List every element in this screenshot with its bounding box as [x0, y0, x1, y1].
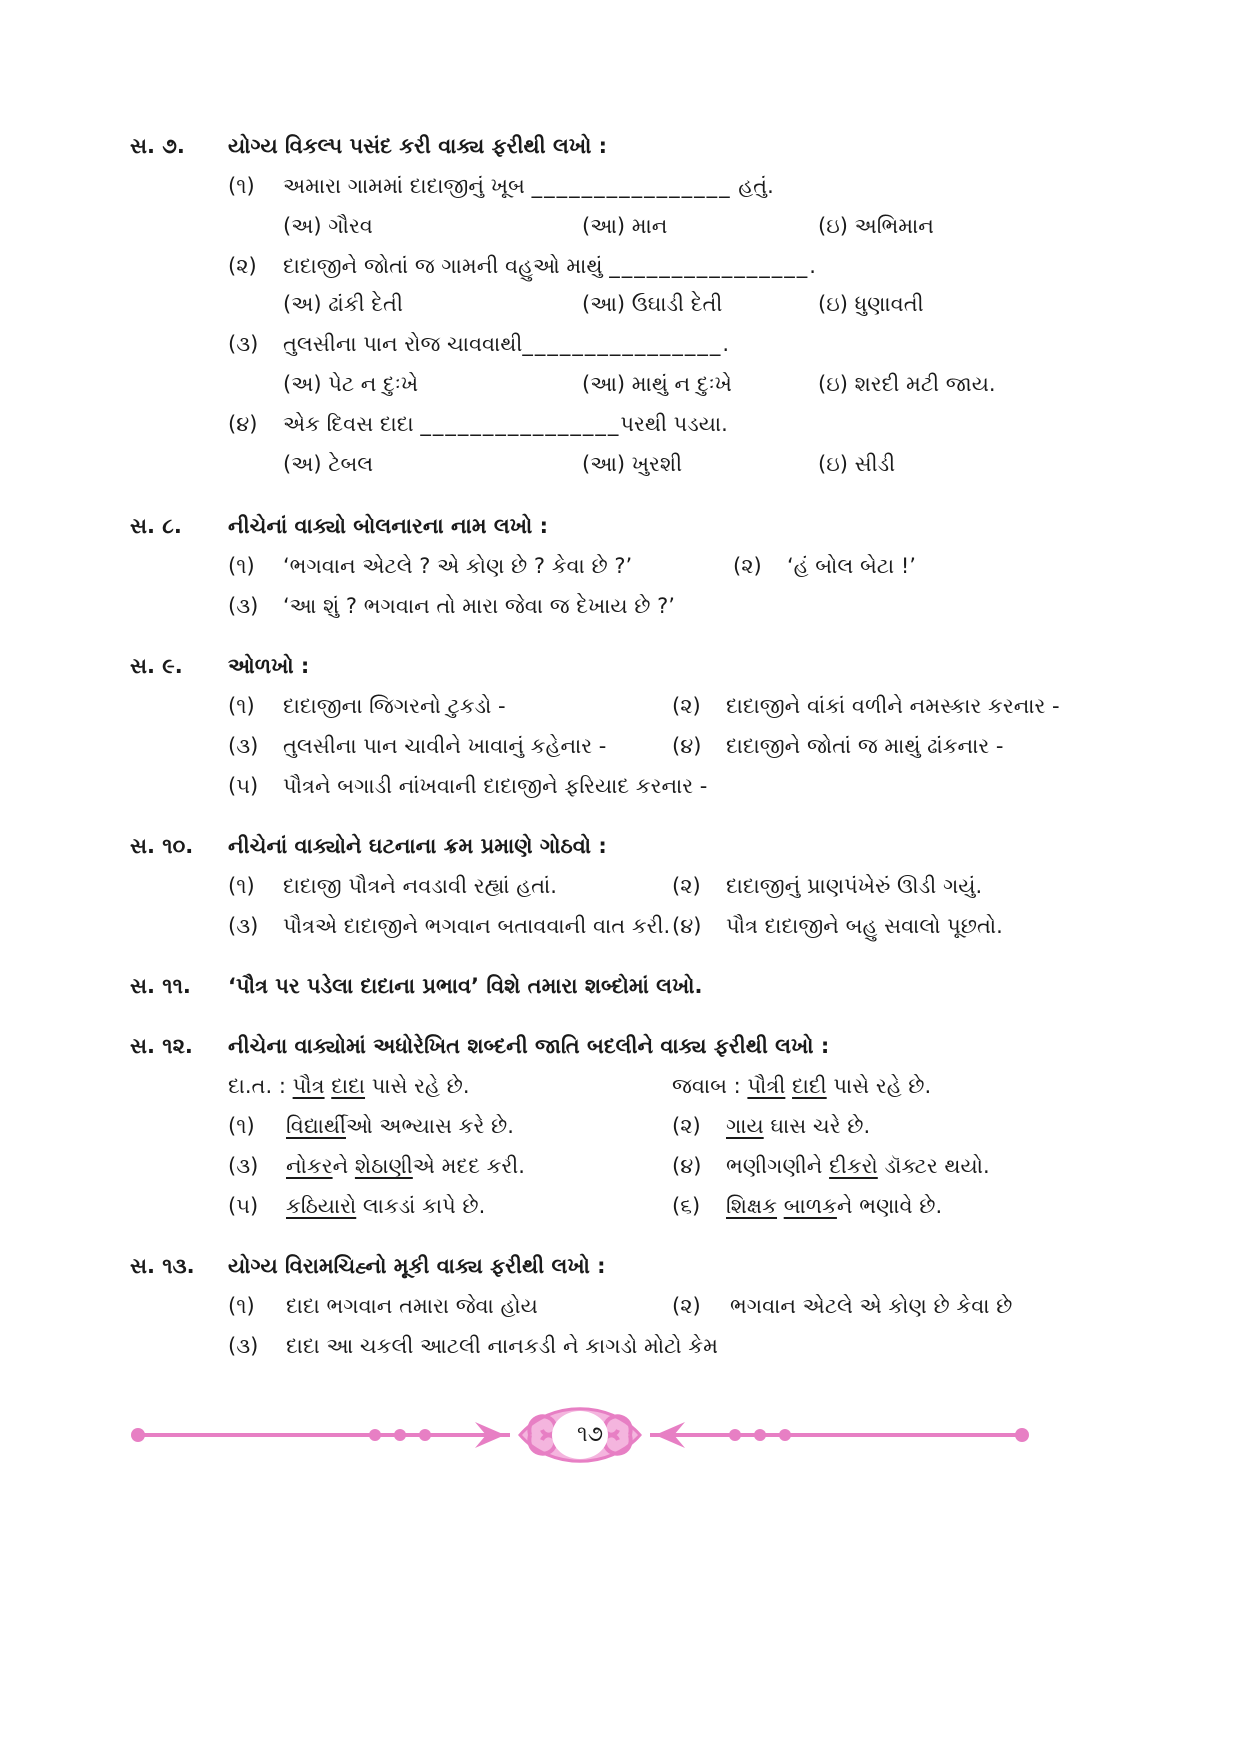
q9-title: ઓળખો :	[228, 654, 310, 678]
q7-item3-number: (૩)	[228, 332, 259, 356]
q7-item4-option-c: (ઇ) સીડી	[818, 452, 896, 476]
q12-item5-text	[286, 1192, 485, 1220]
q12-item4-lead: ભણીગણીને	[726, 1154, 830, 1178]
q13-title: યોગ્ય વિરામચિહ્નો મૂકી વાક્ય ફરીથી લખો :	[228, 1254, 606, 1278]
q12-item6-underlined-2: બાળક	[783, 1194, 837, 1218]
q7-item1-option-a: (અ) ગૌરવ	[283, 214, 373, 238]
q8-item1-text: ‘ભગવાન એટલે ? એ કોણ છે ? કેવા છે ?’	[283, 554, 633, 578]
q10-item2-number: (૨)	[672, 874, 701, 898]
q12-item5-number: (૫)	[228, 1194, 259, 1218]
q7-item1-option-b: (આ) માન	[582, 214, 668, 238]
q9-item4-text: દાદાજીને જોતાં જ માથું ઢાંકનાર -	[726, 734, 1004, 758]
q7-item3-option-c: (ઇ) શરદી મટી જાય.	[818, 372, 996, 396]
q7-item3-option-a: (અ) પેટ ન દુઃખે	[283, 372, 419, 396]
q12-example-label: દા.ત. :	[228, 1074, 286, 1098]
q12-example-word2: દાદા	[331, 1074, 366, 1098]
q12-item6-mid	[777, 1194, 784, 1218]
q10-item4-text: પૌત્ર દાદાજીને બહુ સવાલો પૂછતો.	[726, 914, 1003, 938]
q12-item3-rest: એ મદદ કરી.	[412, 1154, 525, 1178]
q12-item3-underlined-2: શેઠાણી	[354, 1154, 413, 1178]
q7-item3-text	[283, 330, 729, 358]
footer-dot	[754, 1429, 766, 1441]
q8-item2-text: ‘હં બોલ બેટા !’	[787, 554, 916, 578]
q12-item6-number: (૬)	[672, 1194, 701, 1218]
q7-item2-text	[283, 252, 816, 280]
q7-item2-option-a: (અ) ઢાંકી દેતી	[283, 292, 403, 316]
q7-item3-post: .	[722, 332, 730, 356]
q7-item1-blank: ________________	[531, 174, 732, 198]
q12-item2-text	[726, 1112, 870, 1140]
q7-item4-pre: એક દિવસ દાદા	[283, 412, 414, 436]
q12-item4-text	[726, 1152, 990, 1180]
q12-item1-underlined: વિદ્યાર્થી	[286, 1114, 346, 1138]
q8-item1-number: (૧)	[228, 554, 255, 578]
q12-item4-number: (૪)	[672, 1154, 702, 1178]
q12-answer-label: જવાબ :	[672, 1074, 741, 1098]
q9-item2-number: (૨)	[672, 694, 701, 718]
q9-item2-text: દાદાજીને વાંકાં વળીને નમસ્કાર કરનાર -	[726, 694, 1060, 718]
q7-item4-blank: ________________	[420, 412, 621, 436]
q7-item2-pre: દાદાજીને જોતાં જ ગામની વહુઓ માથું	[283, 254, 603, 278]
q7-item2-post: .	[809, 254, 816, 278]
q9-item5-number: (૫)	[228, 774, 259, 798]
q12-item5-rest: લાકડાં કાપે છે.	[356, 1194, 486, 1218]
q8-item2-number: (૨)	[733, 554, 762, 578]
q9-item5-text: પૌત્રને બગાડી નાંખવાની દાદાજીને ફરિયાદ કરનાર -	[283, 774, 708, 798]
q7-item1-option-c: (ઇ) અભિમાન	[818, 214, 934, 238]
q10-item4-number: (૪)	[672, 914, 702, 938]
q12-item6-rest: ને ભણાવે છે.	[836, 1194, 943, 1218]
q12-item3-underlined-1: નોકર	[286, 1154, 333, 1178]
q7-item4-number: (૪)	[228, 412, 258, 436]
q7-title: યોગ્ય વિકલ્પ પસંદ કરી વાક્ય ફરીથી લખો :	[228, 134, 608, 158]
q13-item3-number: (૩)	[228, 1334, 259, 1358]
q12-item2-underlined: ગાય	[726, 1114, 764, 1138]
q12-item3-mid: ને	[332, 1154, 355, 1178]
q12-item1-number: (૧)	[228, 1114, 255, 1138]
q9-item3-text: તુલસીના પાન ચાવીને ખાવાનું કહેનાર -	[283, 734, 607, 758]
q13-number: સ. ૧૩.	[130, 1254, 195, 1278]
q7-item4-option-a: (અ) ટેબલ	[283, 452, 374, 476]
q10-title: નીચેનાં વાક્યોને ઘટનાના ક્રમ પ્રમાણે ગોઠવો :	[228, 834, 607, 858]
q8-item3-text: ‘આ શું ? ભગવાન તો મારા જેવા જ દેખાય છે ?’	[283, 594, 675, 618]
q12-answer-word2: દાદી	[792, 1074, 827, 1098]
q8-item3-number: (૩)	[228, 594, 259, 618]
footer-dot	[1015, 1428, 1029, 1442]
q12-item2-rest: ઘાસ ચરે છે.	[770, 1114, 871, 1138]
q12-item6-underlined-1: શિક્ષક	[726, 1194, 778, 1218]
q11-title: ‘પૌત્ર પર પડેલા દાદાના પ્રભાવ’ વિશે તમારા શબ્દોમાં લખો.	[228, 974, 703, 998]
q9-item1-number: (૧)	[228, 694, 255, 718]
q10-item3-number: (૩)	[228, 914, 259, 938]
q12-answer-word1: પૌત્રી	[747, 1074, 786, 1098]
q12-item4-underlined: દીકરો	[829, 1154, 878, 1178]
q9-number: સ. ૯.	[130, 654, 183, 678]
q10-item1-number: (૧)	[228, 874, 255, 898]
footer-dot	[131, 1428, 145, 1442]
q12-item2-number: (૨)	[672, 1114, 701, 1138]
q9-item4-number: (૪)	[672, 734, 702, 758]
q8-title: નીચેનાં વાક્યો બોલનારના નામ લખો :	[228, 514, 549, 538]
q13-item1-number: (૧)	[228, 1294, 255, 1318]
q12-item5-underlined: કઠિયારો	[286, 1194, 357, 1218]
q12-example-rest: પાસે રહે છે.	[371, 1074, 470, 1098]
q7-item2-option-c: (ઇ) ધુણાવતી	[818, 292, 924, 316]
q12-item3-number: (૩)	[228, 1154, 259, 1178]
footer-dot	[369, 1429, 381, 1441]
q7-item4-post: પરથી પડયા.	[620, 412, 728, 436]
q7-item2-blank: ________________	[609, 254, 810, 278]
q7-item4-text	[283, 410, 728, 438]
q7-item1-number: (૧)	[228, 174, 255, 198]
q12-answer-rest: પાસે રહે છે.	[833, 1074, 932, 1098]
footer-dot	[779, 1429, 791, 1441]
q10-number: સ. ૧૦.	[130, 834, 194, 858]
q10-item1-text: દાદાજી પૌત્રને નવડાવી રહ્યાં હતાં.	[283, 874, 557, 898]
q12-item4-rest: ડૉક્ટર થયો.	[877, 1154, 990, 1178]
footer-dot	[729, 1429, 741, 1441]
q7-item2-number: (૨)	[228, 254, 257, 278]
q11-number: સ. ૧૧.	[130, 974, 191, 998]
q12-example-word1: પૌત્ર	[292, 1074, 325, 1098]
q13-item1-text: દાદા ભગવાન તમારા જેવા હોય	[286, 1294, 538, 1318]
q7-item3-blank: ________________	[522, 332, 723, 356]
footer-dot	[419, 1429, 431, 1441]
q12-title: નીચેના વાક્યોમાં અધોરેખિત શબ્દની જાતિ બદલીને વાક્ય ફરીથી લખો :	[228, 1034, 830, 1058]
q13-item3-text: દાદા આ ચકલી આટલી નાનકડી ને કાગડો મોટો કેમ	[286, 1334, 718, 1358]
q7-number: સ. ૭.	[130, 134, 185, 158]
q7-item1-text	[283, 172, 774, 200]
q9-item1-text: દાદાજીના જિગરનો ટુકડો -	[283, 694, 506, 718]
q13-item2-number: (૨)	[672, 1294, 701, 1318]
q12-item1-rest: ઓ અભ્યાસ કરે છે.	[345, 1114, 514, 1138]
q8-number: સ. ૮.	[130, 514, 182, 538]
q7-item3-pre: તુલસીના પાન રોજ ચાવવાથી	[283, 332, 523, 356]
q12-number: સ. ૧૨.	[130, 1034, 193, 1058]
q7-item1-post: હતું.	[738, 174, 774, 198]
q7-item3-option-b: (આ) માથું ન દુઃખે	[582, 372, 732, 396]
q9-item3-number: (૩)	[228, 734, 259, 758]
q12-example	[228, 1072, 470, 1100]
q10-item2-text: દાદાજીનું પ્રાણપંખેરું ઊડી ગયું.	[726, 874, 983, 898]
page-number: ૧૭	[576, 1422, 604, 1447]
footer-dot	[394, 1429, 406, 1441]
q12-item6-text	[726, 1192, 942, 1220]
q7-item4-option-b: (આ) ખુરશી	[582, 452, 683, 476]
q12-item3-text	[286, 1152, 525, 1180]
q7-item1-pre: અમારા ગામમાં દાદાજીનું ખૂબ	[283, 174, 525, 198]
q10-item3-text: પૌત્રએ દાદાજીને ભગવાન બતાવવાની વાત કરી.	[283, 914, 671, 938]
q7-item2-option-b: (આ) ઉઘાડી દેતી	[582, 292, 723, 316]
q13-item2-text: ભગવાન એટલે એ કોણ છે કેવા છે	[730, 1294, 1013, 1318]
q12-item1-text	[286, 1112, 514, 1140]
q12-answer	[672, 1072, 931, 1100]
